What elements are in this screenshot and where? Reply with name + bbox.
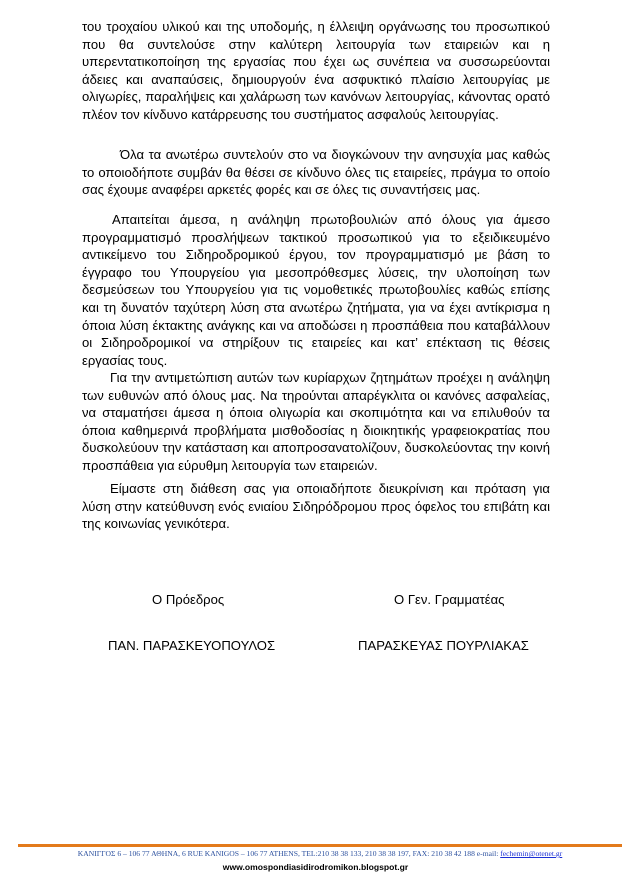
paragraph-5: Είμαστε στη διάθεση σας για οποιαδήποτε διευκρίνιση και πρόταση για λύση στην κατεύθυνση ενός ενιαίου Σιδηρόδρομου προς όφελος του επιβάτη και της κοινωνίας γενικότερα. — [82, 481, 550, 532]
secretary-title: Ο Γεν. Γραμματέας — [394, 592, 505, 607]
footer-divider — [18, 844, 622, 847]
secretary-name: ΠΑΡΑΣΚΕΥΑΣ ΠΟΥΡΛΙΑΚΑΣ — [358, 638, 529, 653]
footer-website[interactable]: www.omospondiasidirodromikon.blogspot.gr — [222, 862, 409, 872]
paragraph-2: Όλα τα ανωτέρω συντελούν στο να διογκώνουν την ανησυχία μας καθώς το οποιοδήποτε συμβάν θα θέσει σε κίνδυνο όλες τις εταιρείες, πράγμα το οποίο σας έχουμε αναφέρει αρκετές φορές και σε όλες τις συναντήσεις μας. — [82, 147, 550, 198]
footer-address — [16, 849, 624, 858]
paragraph-3: Απαιτείται άμεσα, η ανάληψη πρωτοβουλιών από όλους για άμεσο προγραμματισμό προσλήψεων τακτικού προσωπικού για το εξειδικευμένο αντικείμενο του Σιδηροδρομικού έργου, τον προγραμματισμό με βάση το έγγραφο του Υπουργείου για μεσοπρόθεσμες λύσεις, την υλοποίηση των δεσμεύσεων του Υπουργείου για τις νομοθετικές πρωτοβουλίες καθώς επίσης και τη δυνατόν ταχύτερη λύση στα ανωτέρω ζητήματα, για να έχει αντίκρισμα η όποια λύση έκτακτης ανάγκης και να αποδώσει η προσπάθεια που καταβάλλουν οι Σιδηροδρομικοί να στηρίξουν τις εταιρείες και κατ’ επέκταση τις θέσεις εργασίας τους. — [82, 212, 550, 368]
footer-address-text: ΚΑΝΙΓΓΟΣ 6 – 106 77 ΑΘΗΝΑ, 6 RUE KANIGOS – 106 77 ATHENS, TEL:210 38 38 133, 210 38 38 197, FAX: 210 38 42 188 e-mail: — [77, 849, 501, 858]
paragraph-4: Για την αντιμετώπιση αυτών των κυρίαρχων ζητημάτων προέχει η ανάληψη των ευθυνών από όλους μας. Να τηρούνται απαρέγκλιτα οι κανόνες ασφαλείας, να σταματήσει άμεσα η όποια ολιγωρία και σκοπιμότητα και να επιλυθούν τα όποια καθημερινά προβλήματα μισθοδοσίας η διοικητικής γραφειοκρατίας που δυσκολεύουν την κατάσταση και αποπροσανατολίζουν, δυσκολεύοντας την κοινή προσπάθεια για εύρυθμη λειτουργία των εταιρειών. — [82, 370, 550, 473]
president-title: Ο Πρόεδρος — [152, 592, 225, 607]
paragraph-1: του τροχαίου υλικού και της υποδομής, η έλλειψη οργάνωσης του προσωπικού που θα συντελούσε στην καλύτερη λειτουργία των εταιρειών και η υπερεντατικοποίηση της εργασίας που έχει ως συνέπεια να συσσωρεύονται άδειες και αναπαύσεις, δημιουργούν ένα ασφυκτικό πλαίσιο λειτουργίας με ολιγωρίες, παραλήψεις και χαλάρωση των κανόνων λειτουργίας, κάνοντας ορατό πλέον τον κίνδυνο κατάρρευσης του συστήματος ασφαλούς λειτουργίας. — [82, 19, 550, 122]
president-name: ΠΑΝ. ΠΑΡΑΣΚΕΥΟΠΟΥΛΟΣ — [108, 638, 276, 653]
footer-email-link[interactable]: fechemin@otenet.gr — [500, 849, 563, 858]
